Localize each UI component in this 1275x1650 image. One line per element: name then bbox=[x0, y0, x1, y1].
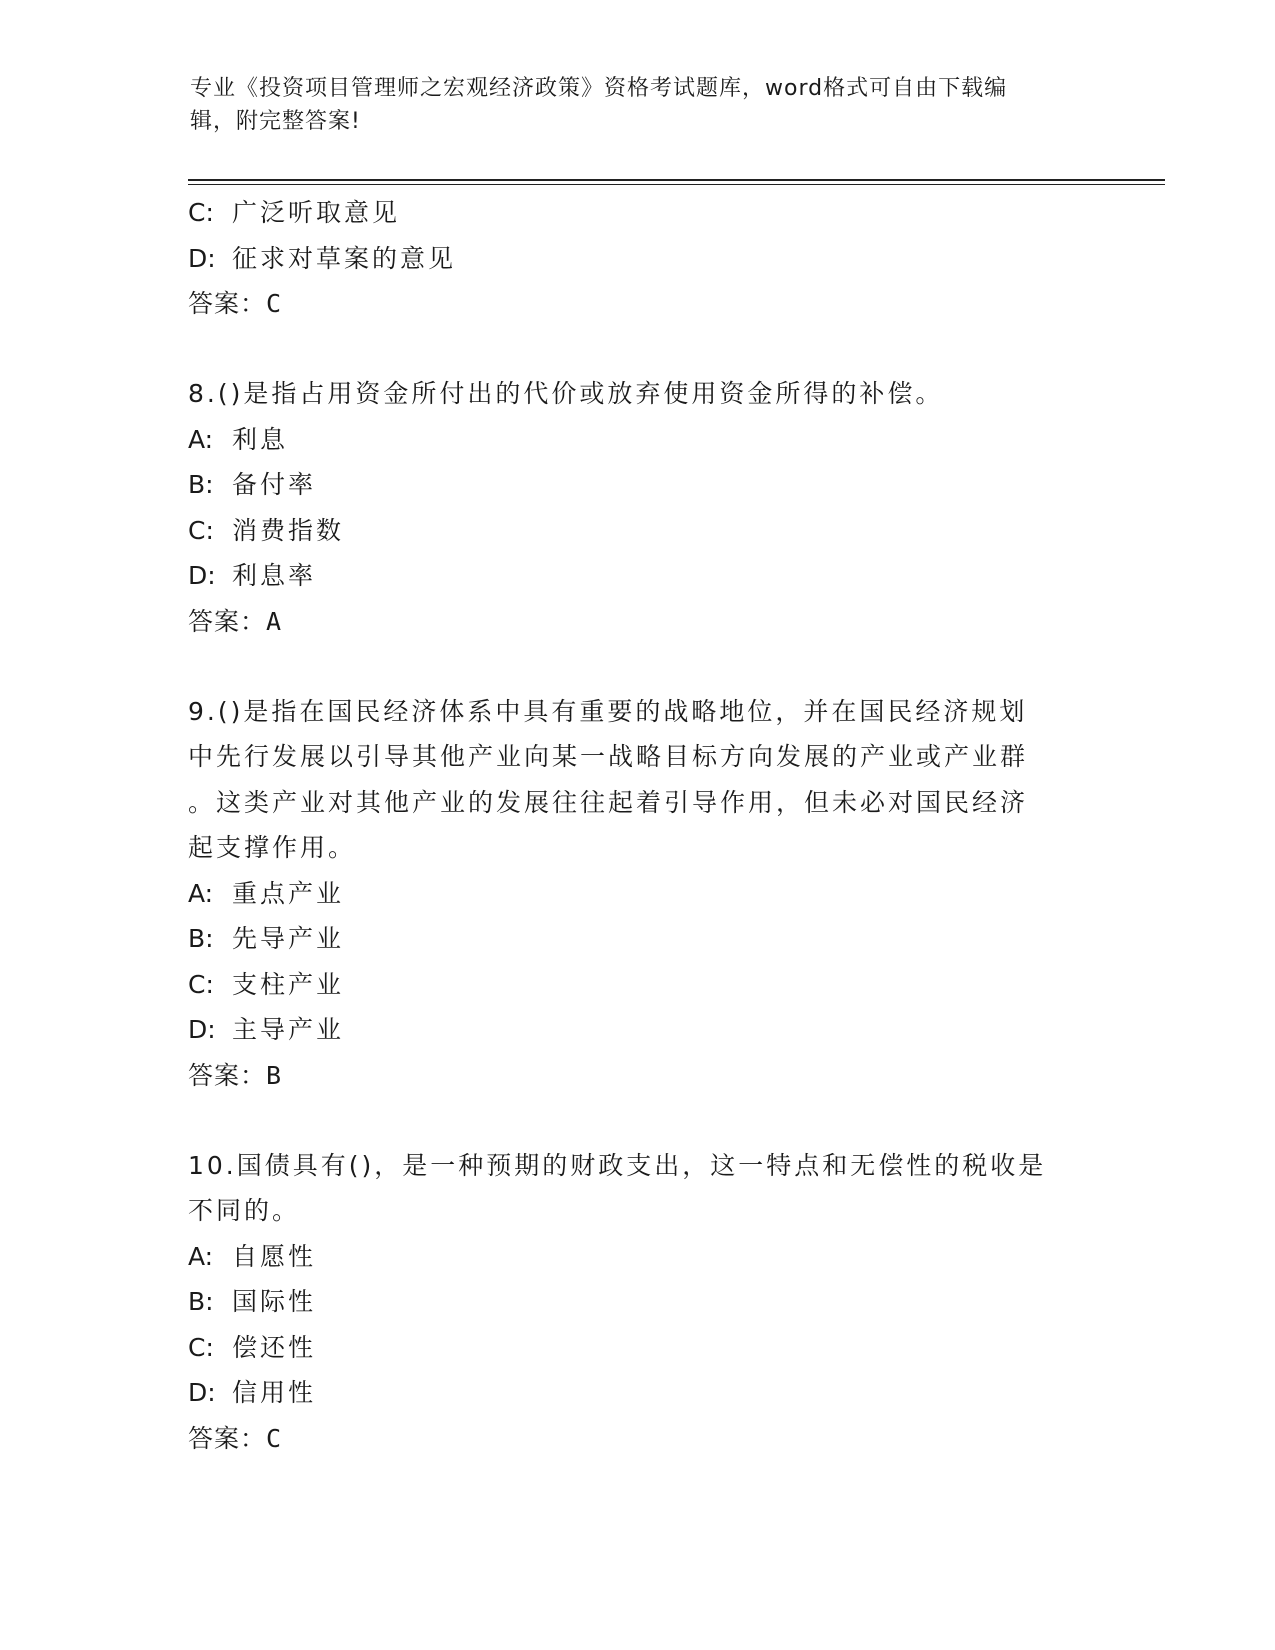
spacer bbox=[188, 327, 1088, 371]
option-text: 主导产业 bbox=[232, 1015, 345, 1044]
option-c bbox=[188, 190, 1088, 236]
option-a bbox=[188, 871, 1088, 917]
stem-line: 8.()是指占用资金所付出的代价或放弃使用资金所得的补偿。 bbox=[188, 379, 944, 408]
option-letter: C: bbox=[188, 198, 214, 227]
question-stem bbox=[188, 371, 1078, 417]
answer-line bbox=[188, 599, 1088, 645]
answer-line bbox=[188, 1416, 1088, 1462]
option-letter: D: bbox=[188, 1015, 216, 1044]
stem-line: 中先行发展以引导其他产业向某一战略目标方向发展的产业或产业群 bbox=[188, 742, 1029, 771]
option-letter: A: bbox=[188, 878, 214, 908]
option-text: 利息 bbox=[232, 424, 289, 454]
option-letter: C: bbox=[188, 1332, 214, 1362]
header-line-2: 辑，附完整答案! bbox=[190, 109, 361, 134]
option-text: 支柱产业 bbox=[232, 969, 345, 999]
question-10 bbox=[188, 1143, 1088, 1462]
question-9 bbox=[188, 689, 1088, 1099]
option-d bbox=[188, 236, 1088, 282]
option-letter: C: bbox=[188, 969, 214, 999]
option-text: 信用性 bbox=[232, 1378, 317, 1407]
stem-line: 10.国债具有()，是一种预期的财政支出，这一特点和无偿性的税收是 bbox=[188, 1150, 1047, 1180]
answer-label: 答案： bbox=[188, 606, 267, 636]
stem-line: 9.()是指在国民经济体系中具有重要的战略地位，并在国民经济规划 bbox=[188, 696, 1028, 726]
option-a bbox=[188, 1234, 1088, 1280]
stem-line: 不同的。 bbox=[188, 1196, 301, 1225]
option-b bbox=[188, 1279, 1088, 1325]
spacer bbox=[188, 1099, 1088, 1143]
answer-label: 答案： bbox=[188, 1060, 267, 1090]
answer-value: C bbox=[266, 289, 282, 318]
option-d bbox=[188, 553, 1088, 599]
option-text: 广泛听取意见 bbox=[232, 198, 401, 227]
question-stem bbox=[188, 1143, 1078, 1234]
stem-line: 。这类产业对其他产业的发展往往起着引导作用，但未必对国民经济 bbox=[188, 787, 1029, 817]
option-d bbox=[188, 1370, 1088, 1416]
option-text: 自愿性 bbox=[232, 1241, 317, 1271]
header-line-1: 专业《投资项目管理师之宏观经济政策》资格考试题库，word格式可自由下载编 bbox=[190, 76, 1008, 101]
stem-line: 起支撑作用。 bbox=[188, 833, 357, 862]
answer-line bbox=[188, 1053, 1088, 1099]
option-b bbox=[188, 462, 1088, 508]
question-7-tail bbox=[188, 190, 1088, 327]
option-letter: B: bbox=[188, 470, 214, 499]
answer-value: C bbox=[266, 1423, 282, 1453]
answer-label: 答案： bbox=[188, 289, 267, 318]
option-letter: C: bbox=[188, 515, 214, 545]
option-letter: B: bbox=[188, 924, 214, 953]
option-letter: D: bbox=[188, 1378, 216, 1407]
header-divider-thick bbox=[188, 179, 1165, 181]
option-letter: A: bbox=[188, 1241, 214, 1271]
option-a bbox=[188, 417, 1088, 463]
header-divider-thin bbox=[188, 184, 1165, 185]
option-c bbox=[188, 1325, 1088, 1371]
option-text: 备付率 bbox=[232, 470, 317, 499]
answer-line bbox=[188, 281, 1088, 327]
document-header bbox=[190, 72, 1080, 138]
option-c bbox=[188, 508, 1088, 554]
option-letter: A: bbox=[188, 424, 214, 454]
answer-value: B bbox=[266, 1060, 282, 1090]
option-letter: B: bbox=[188, 1287, 214, 1316]
option-b bbox=[188, 916, 1088, 962]
option-text: 征求对草案的意见 bbox=[232, 243, 457, 273]
option-text: 利息率 bbox=[232, 561, 317, 590]
option-letter: D: bbox=[188, 243, 216, 273]
question-8 bbox=[188, 371, 1088, 645]
option-text: 偿还性 bbox=[232, 1332, 317, 1362]
answer-label: 答案： bbox=[188, 1423, 267, 1453]
question-stem bbox=[188, 689, 1078, 871]
option-text: 重点产业 bbox=[232, 878, 345, 908]
option-text: 先导产业 bbox=[232, 924, 345, 953]
option-text: 消费指数 bbox=[232, 515, 345, 545]
question-list bbox=[188, 190, 1088, 1462]
option-letter: D: bbox=[188, 561, 216, 590]
option-text: 国际性 bbox=[232, 1287, 317, 1316]
option-d bbox=[188, 1007, 1088, 1053]
option-c bbox=[188, 962, 1088, 1008]
spacer bbox=[188, 645, 1088, 689]
answer-value: A bbox=[266, 606, 282, 636]
